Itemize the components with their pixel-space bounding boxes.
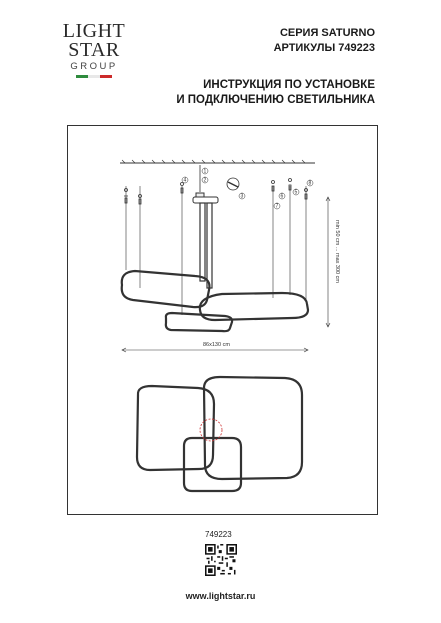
callout-1: 1 [203,168,207,175]
qr-code-icon [205,544,237,576]
brand-line2: STAR [68,39,120,61]
instruction-title-line2: И ПОДКЛЮЧЕНИЮ СВЕТИЛЬНИКА [176,94,375,106]
article-numbers: АРТИКУЛЫ 749223 [273,42,375,54]
callout-8: 8 [308,180,312,187]
callout-2: 2 [203,177,207,184]
callout-3: 3 [240,193,244,200]
height-dimension-label: min 50 cm ... max 300 cm [334,220,340,283]
brand-line3: GROUP [70,61,118,72]
article-number: 749223 [205,530,232,539]
callout-7: 7 [275,203,279,210]
brand-line1: LIGHT [62,20,126,42]
width-dimension-label: 86x130 cm [203,342,230,348]
website-url[interactable]: www.lightstar.ru [185,591,256,601]
callout-5: 5 [294,189,298,196]
callout-4: 4 [183,177,187,184]
instruction-title-line1: ИНСТРУКЦИЯ ПО УСТАНОВКЕ [203,79,375,91]
series-title: СЕРИЯ SATURNO [279,27,375,39]
callout-6: 6 [280,193,284,200]
